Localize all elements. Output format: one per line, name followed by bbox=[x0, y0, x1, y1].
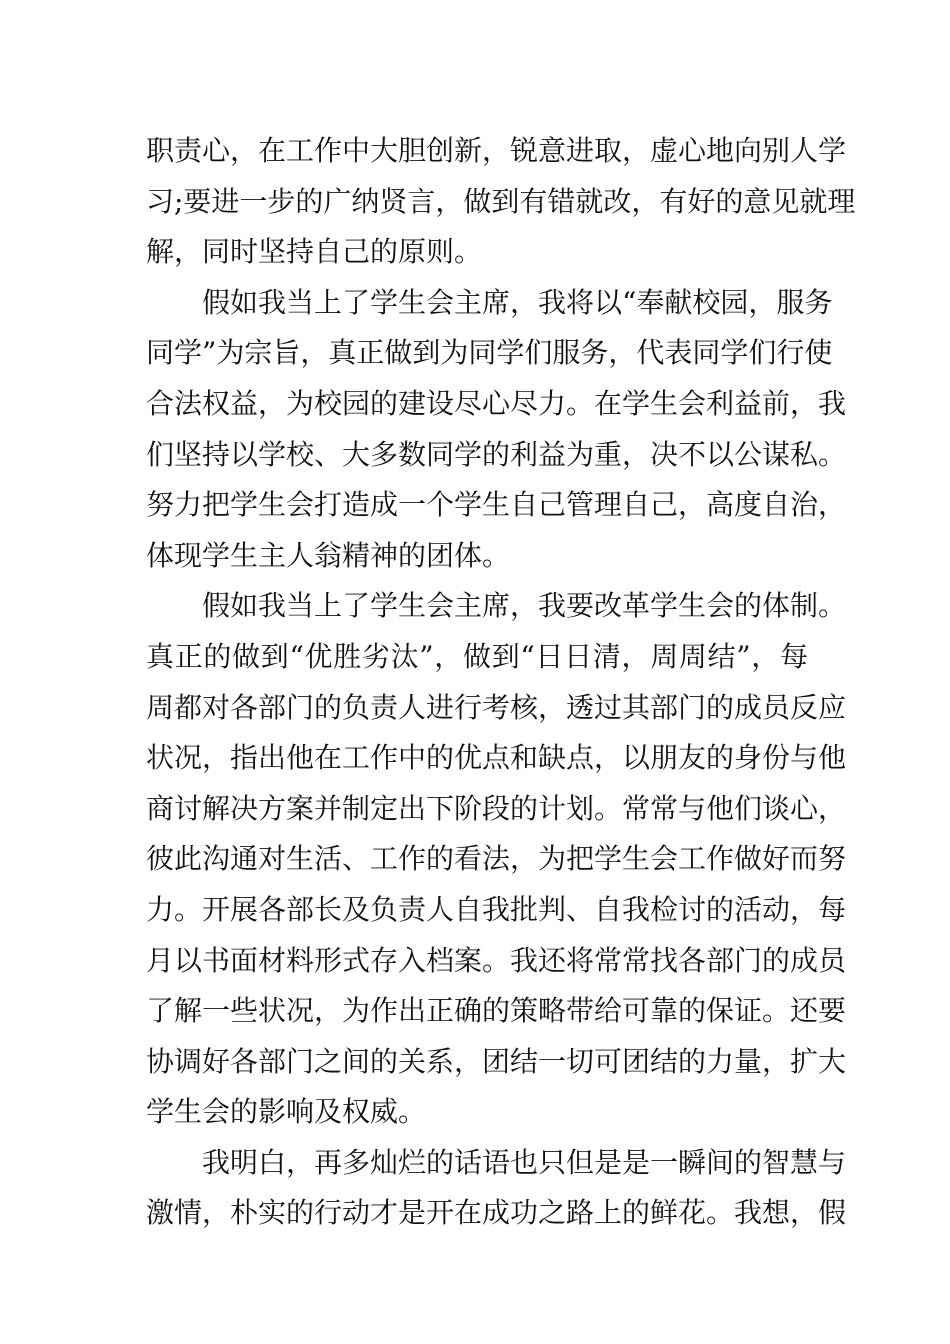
text-line: 商讨解决方案并制定出下阶段的计划。常常与他们谈心， bbox=[146, 791, 847, 825]
text-line: 假如我当上了学生会主席，我将以“奉献校园，服务 bbox=[202, 285, 833, 319]
text-line: 状况，指出他在工作中的优点和缺点，以朋友的身份与他 bbox=[146, 741, 847, 775]
paragraph bbox=[146, 278, 847, 582]
document-body bbox=[146, 126, 856, 1239]
text-line: 习;要进一步的广纳贤言，做到有错就改，有好的意见就理 bbox=[146, 184, 856, 218]
text-line: 职责心，在工作中大胆创新，锐意进取，虚心地向别人学 bbox=[146, 134, 847, 167]
text-line: 了解一些状况，为作出正确的策略带给可靠的保证。还要 bbox=[146, 994, 847, 1028]
text-line: 合法权益，为校园的建设尽心尽力。在学生会利益前，我 bbox=[146, 386, 847, 420]
text-line: 同学”为宗旨，真正做到为同学们服务，代表同学们行使 bbox=[146, 336, 833, 370]
text-line: 们坚持以学校、大多数同学的利益为重，决不以公谋私。 bbox=[146, 437, 847, 471]
text-line: 我明白，再多灿烂的话语也只但是是一瞬间的智慧与 bbox=[202, 1145, 847, 1179]
text-line: 周都对各部门的负责人进行考核，透过其部门的成员反应 bbox=[146, 690, 847, 724]
paragraph bbox=[146, 581, 847, 1138]
text-line: 学生会的影响及权威。 bbox=[146, 1095, 427, 1129]
text-line: 力。开展各部长及负责人自我批判、自我检讨的活动，每 bbox=[146, 892, 847, 926]
paragraph bbox=[146, 126, 856, 278]
text-line: 真正的做到“优胜劣汰”，做到“日日清，周周结”，每 bbox=[146, 639, 808, 673]
text-line: 体现学生主人翁精神的团体。 bbox=[146, 538, 511, 572]
text-line: 努力把学生会打造成一个学生自己管理自己，高度自治， bbox=[146, 488, 847, 522]
text-line: 解，同时坚持自己的原则。 bbox=[146, 235, 483, 269]
paragraph bbox=[146, 1138, 847, 1239]
text-line: 协调好各部门之间的关系，团结一切可团结的力量，扩大 bbox=[146, 1044, 847, 1078]
text-line: 月以书面材料形式存入档案。我还将常常找各部门的成员 bbox=[146, 943, 847, 977]
text-line: 假如我当上了学生会主席，我要改革学生会的体制。 bbox=[202, 589, 847, 623]
text-line: 激情，朴实的行动才是开在成功之路上的鲜花。我想，假 bbox=[146, 1196, 847, 1230]
text-line: 彼此沟通对生活、工作的看法，为把学生会工作做好而努 bbox=[146, 842, 847, 876]
